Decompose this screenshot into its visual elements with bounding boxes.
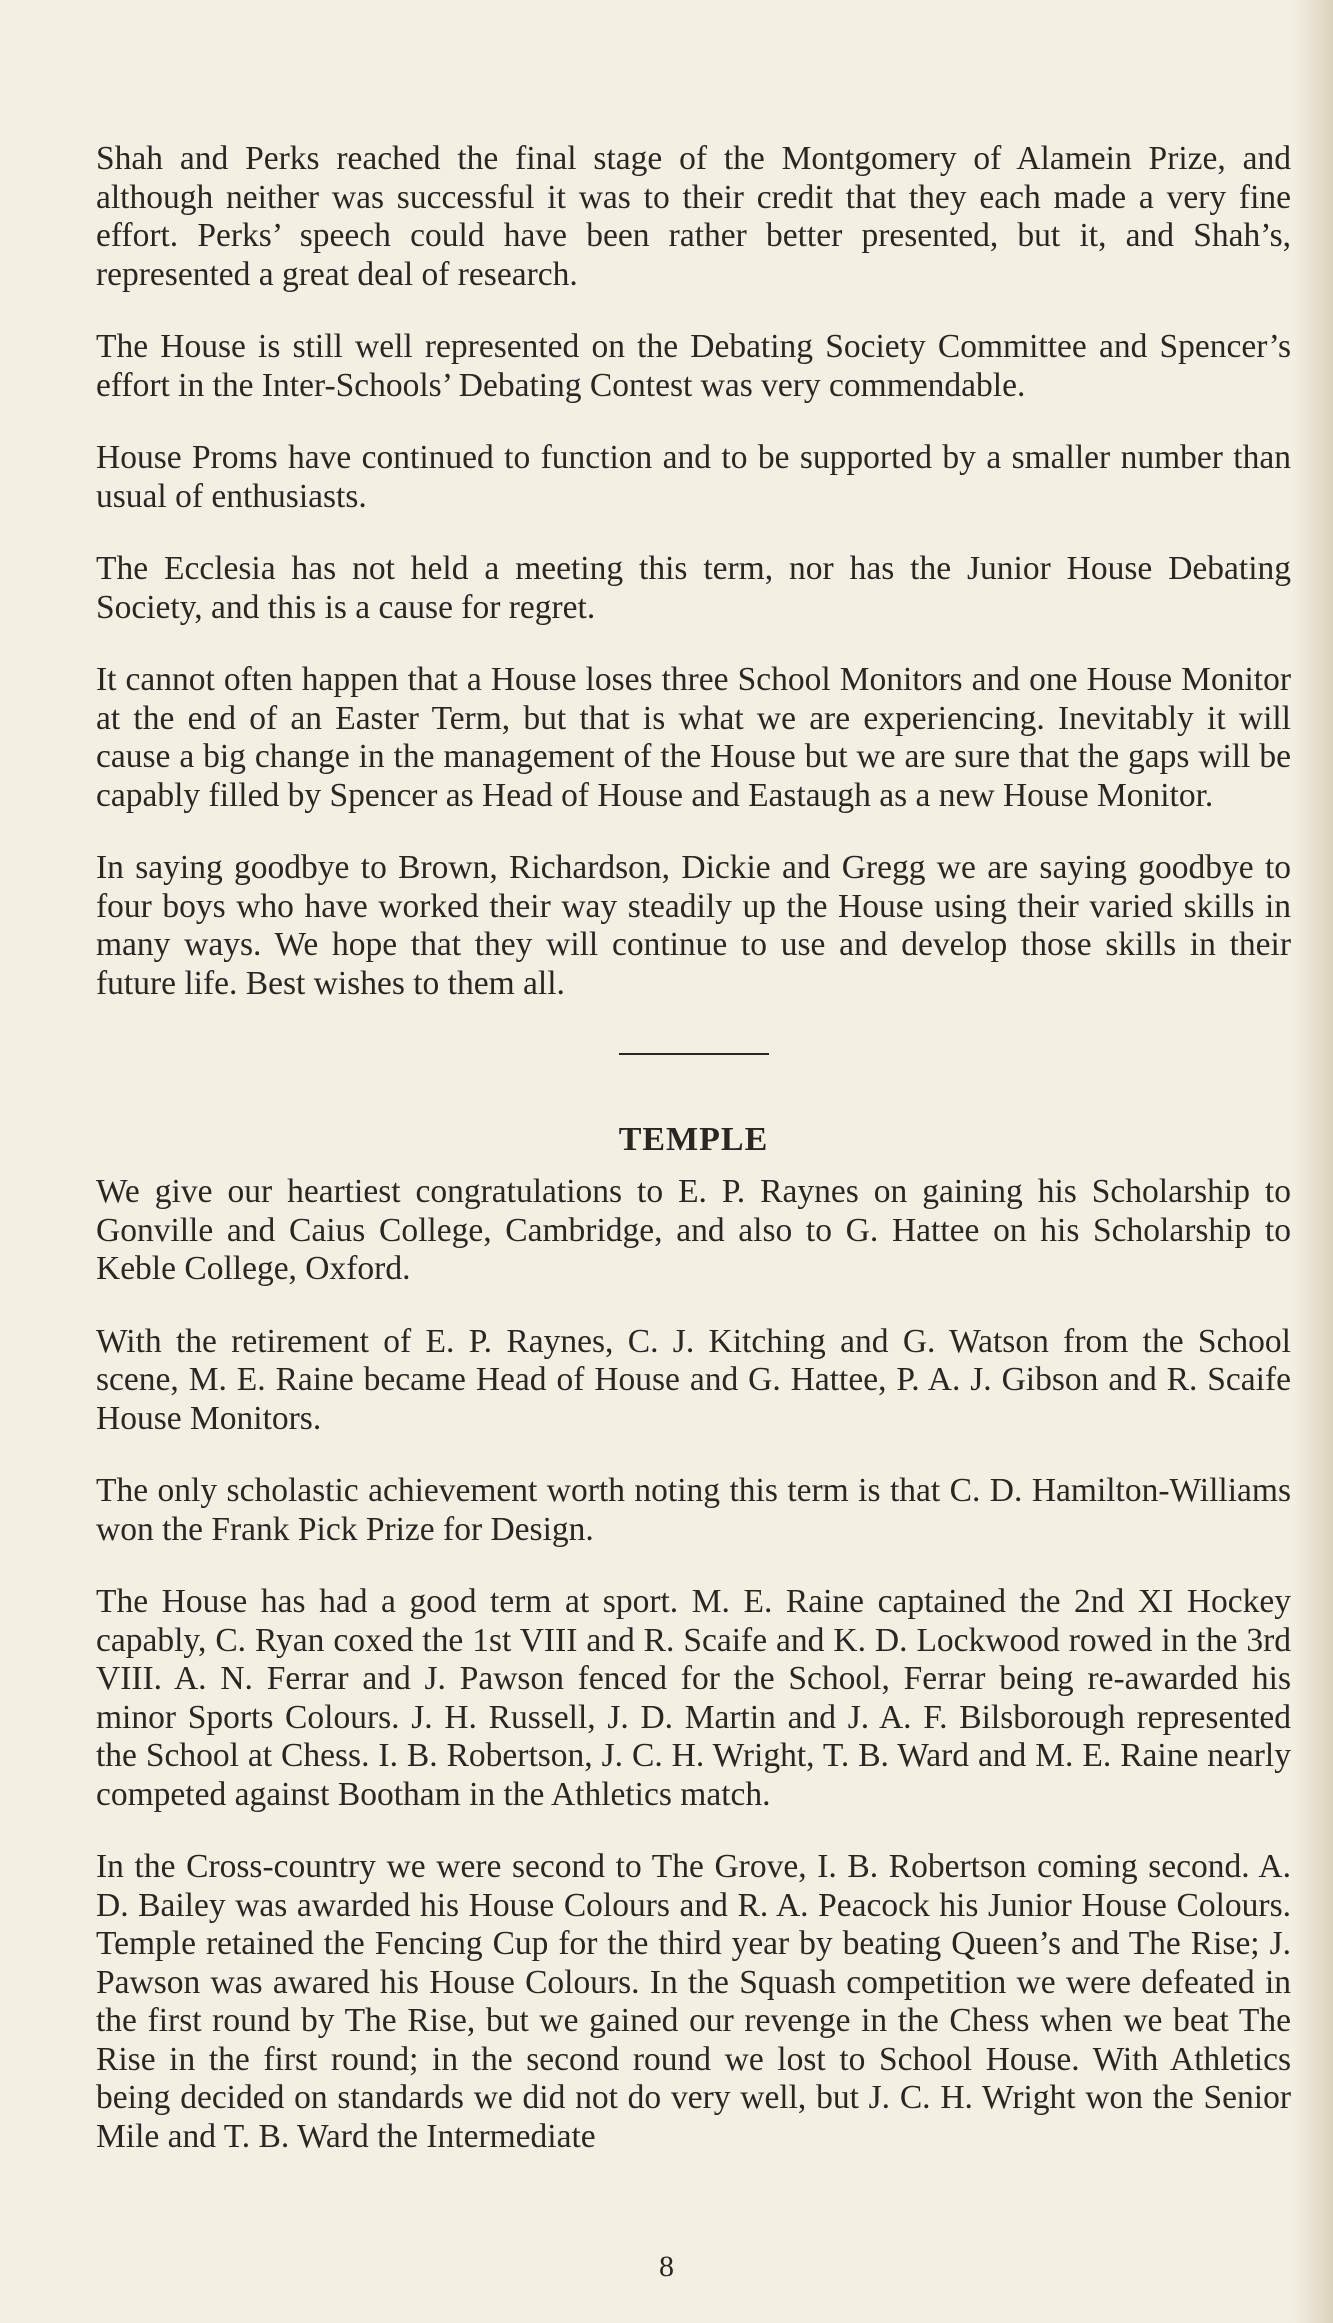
paragraph-goodbye: In saying goodbye to Brown, Richardson, Dickie and Gregg we are saying goodbye to four boys who have worked their way steadily up the House using their varied skills in many ways. We hope that they will continue to use and develop those skills in their future life. Best wishes to them all. — [96, 849, 1291, 1002]
paragraph-house-proms: House Proms have continued to function and to be supported by a smaller number than usual of enthusiasts. — [96, 439, 1291, 515]
paragraph-monitors-leaving: It cannot often happen that a House loses three School Monitors and one House Monitor at the end of an Easter Term, but that is what we are experiencing. Inevitably it will cause a big change in the management of the House but we are sure that the gaps will be capably filled by Spencer as Head of House and Eastaugh as a new House Monitor. — [96, 661, 1291, 814]
paragraph-ecclesia: The Ecclesia has not held a meeting this term, nor has the Junior House Debating Society, and this is a cause for regret. — [96, 550, 1291, 626]
paragraph-scholarships: We give our heartiest congratulations to E. P. Raynes on gaining his Scholarship to Gonville and Caius College, Cambridge, and also to G. Hattee on his Scholarship to Keble College, Oxford. — [96, 1173, 1291, 1287]
paragraph-cross-country: In the Cross-country we were second to The Grove, I. B. Robertson coming second. A. D. Bailey was awarded his House Colours and R. A. Peacock his Junior House Colours. Temple retained the Fencing Cup for the third year by beating Queen’s and The Rise; J. Pawson was awared his House Colours. In the Squash competition we were defeated in the first round by The Rise, but we gained our revenge in the Chess when we beat The Rise in the first round; in the second round we lost to School House. With Athletics being decided on standards we did not do very well, but J. C. H. Wright won the Senior Mile and T. B. Ward the Intermediate — [96, 1848, 1291, 2155]
paragraph-scholastic-achievement: The only scholastic achievement worth noting this term is that C. D. Hamilton-Williams won the Frank Pick Prize for Design. — [96, 1472, 1291, 1548]
paragraph-montgomery-prize: Shah and Perks reached the final stage of the Montgomery of Alamein Prize, and although neither was successful it was to their credit that they each made a very fine effort. Perks’ speech could have been rather better presented, but it, and Shah’s, represented a great deal of research. — [96, 140, 1291, 293]
page-edge-shadow — [1293, 0, 1333, 2323]
section-heading-temple: TEMPLE — [618, 1121, 769, 1158]
paragraph-retirements: With the retirement of E. P. Raynes, C. J. Kitching and G. Watson from the School scene, M. E. Raine became Head of House and G. Hattee, P. A. J. Gibson and R. Scaife House Monitors. — [96, 1322, 1291, 1437]
page-content — [96, 140, 1291, 2190]
paragraph-debating-society: The House is still well represented on the Debating Society Committee and Spencer’s effort in the Inter-Schools’ Debating Contest was very commendable. — [96, 328, 1291, 404]
paragraph-sport: The House has had a good term at sport. M. E. Raine captained the 2nd XI Hockey capably, C. Ryan coxed the 1st VIII and R. Scaife and K. D. Lockwood rowed in the 3rd VIII. A. N. Ferrar and J. Pawson fenced for the School, Ferrar being re-awarded his minor Sports Colours. J. H. Russell, J. D. Martin and J. A. F. Bilsborough represented the School at Chess. I. B. Robertson, J. C. H. Wright, T. B. Ward and M. E. Raine nearly competed against Bootham in the Athletics match. — [96, 1583, 1291, 1813]
section-divider — [619, 1053, 769, 1055]
page-number: 8 — [659, 2250, 674, 2283]
